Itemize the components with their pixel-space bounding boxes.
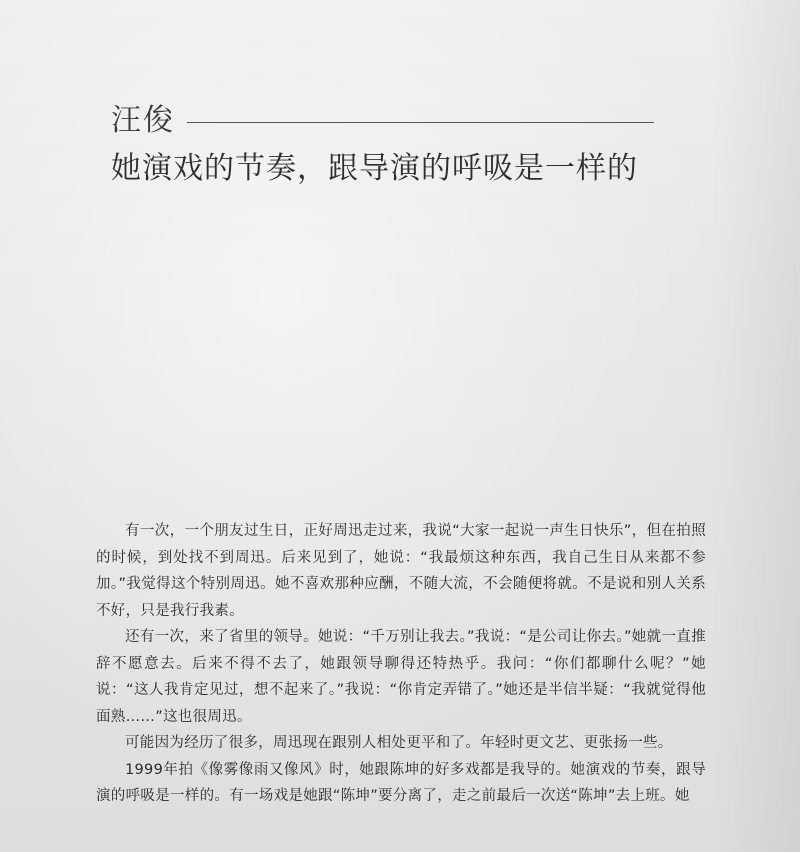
- paragraph-4: 1999年拍《像雾像雨又像风》时，她跟陈坤的好多戏都是我导的。她演戏的节奏，跟导演的呼吸是一样的。有一场戏是她跟“陈坤”要分离了，走之前最后一次送“陈坤”去上班。她: [96, 761, 706, 804]
- page-shadow: [710, 0, 800, 852]
- author-row: [111, 98, 711, 144]
- paragraph-1: 有一次，一个朋友过生日，正好周迅走过来，我说“大家一起说一声生日快乐”，但在拍照的时候，到处找不到周迅。后来见到了，她说：“我最烦这种东西，我自己生日从来都不参加。”我觉得这个特别周迅。她不喜欢那种应酬，不随大流，不会随便将就。不是说和别人关系不好，只是我行我素。: [96, 523, 706, 619]
- chapter-title: 她演戏的节奏，跟导演的呼吸是一样的: [111, 151, 638, 186]
- paragraph-3: 可能因为经历了很多，周迅现在跟别人相处更平和了。年轻时更文艺、更张扬一些。: [125, 735, 673, 751]
- author-name: 汪俊: [111, 103, 175, 138]
- paragraph-2: 还有一次，来了省里的领导。她说：“千万别让我去。”我说：“是公司让你去。”她就一直推辞不愿意去。后来不得不去了，她跟领导聊得还特热乎。我问：“你们都聊什么呢？”她说：“这人我肯定见过，想不起来了。”我说：“你肯定弄错了。”她还是半信半疑：“我就觉得他面熟……”这也很周迅。: [96, 629, 706, 725]
- chapter-heading: [111, 98, 711, 192]
- title-rule: [187, 122, 654, 123]
- body-text: [96, 518, 706, 810]
